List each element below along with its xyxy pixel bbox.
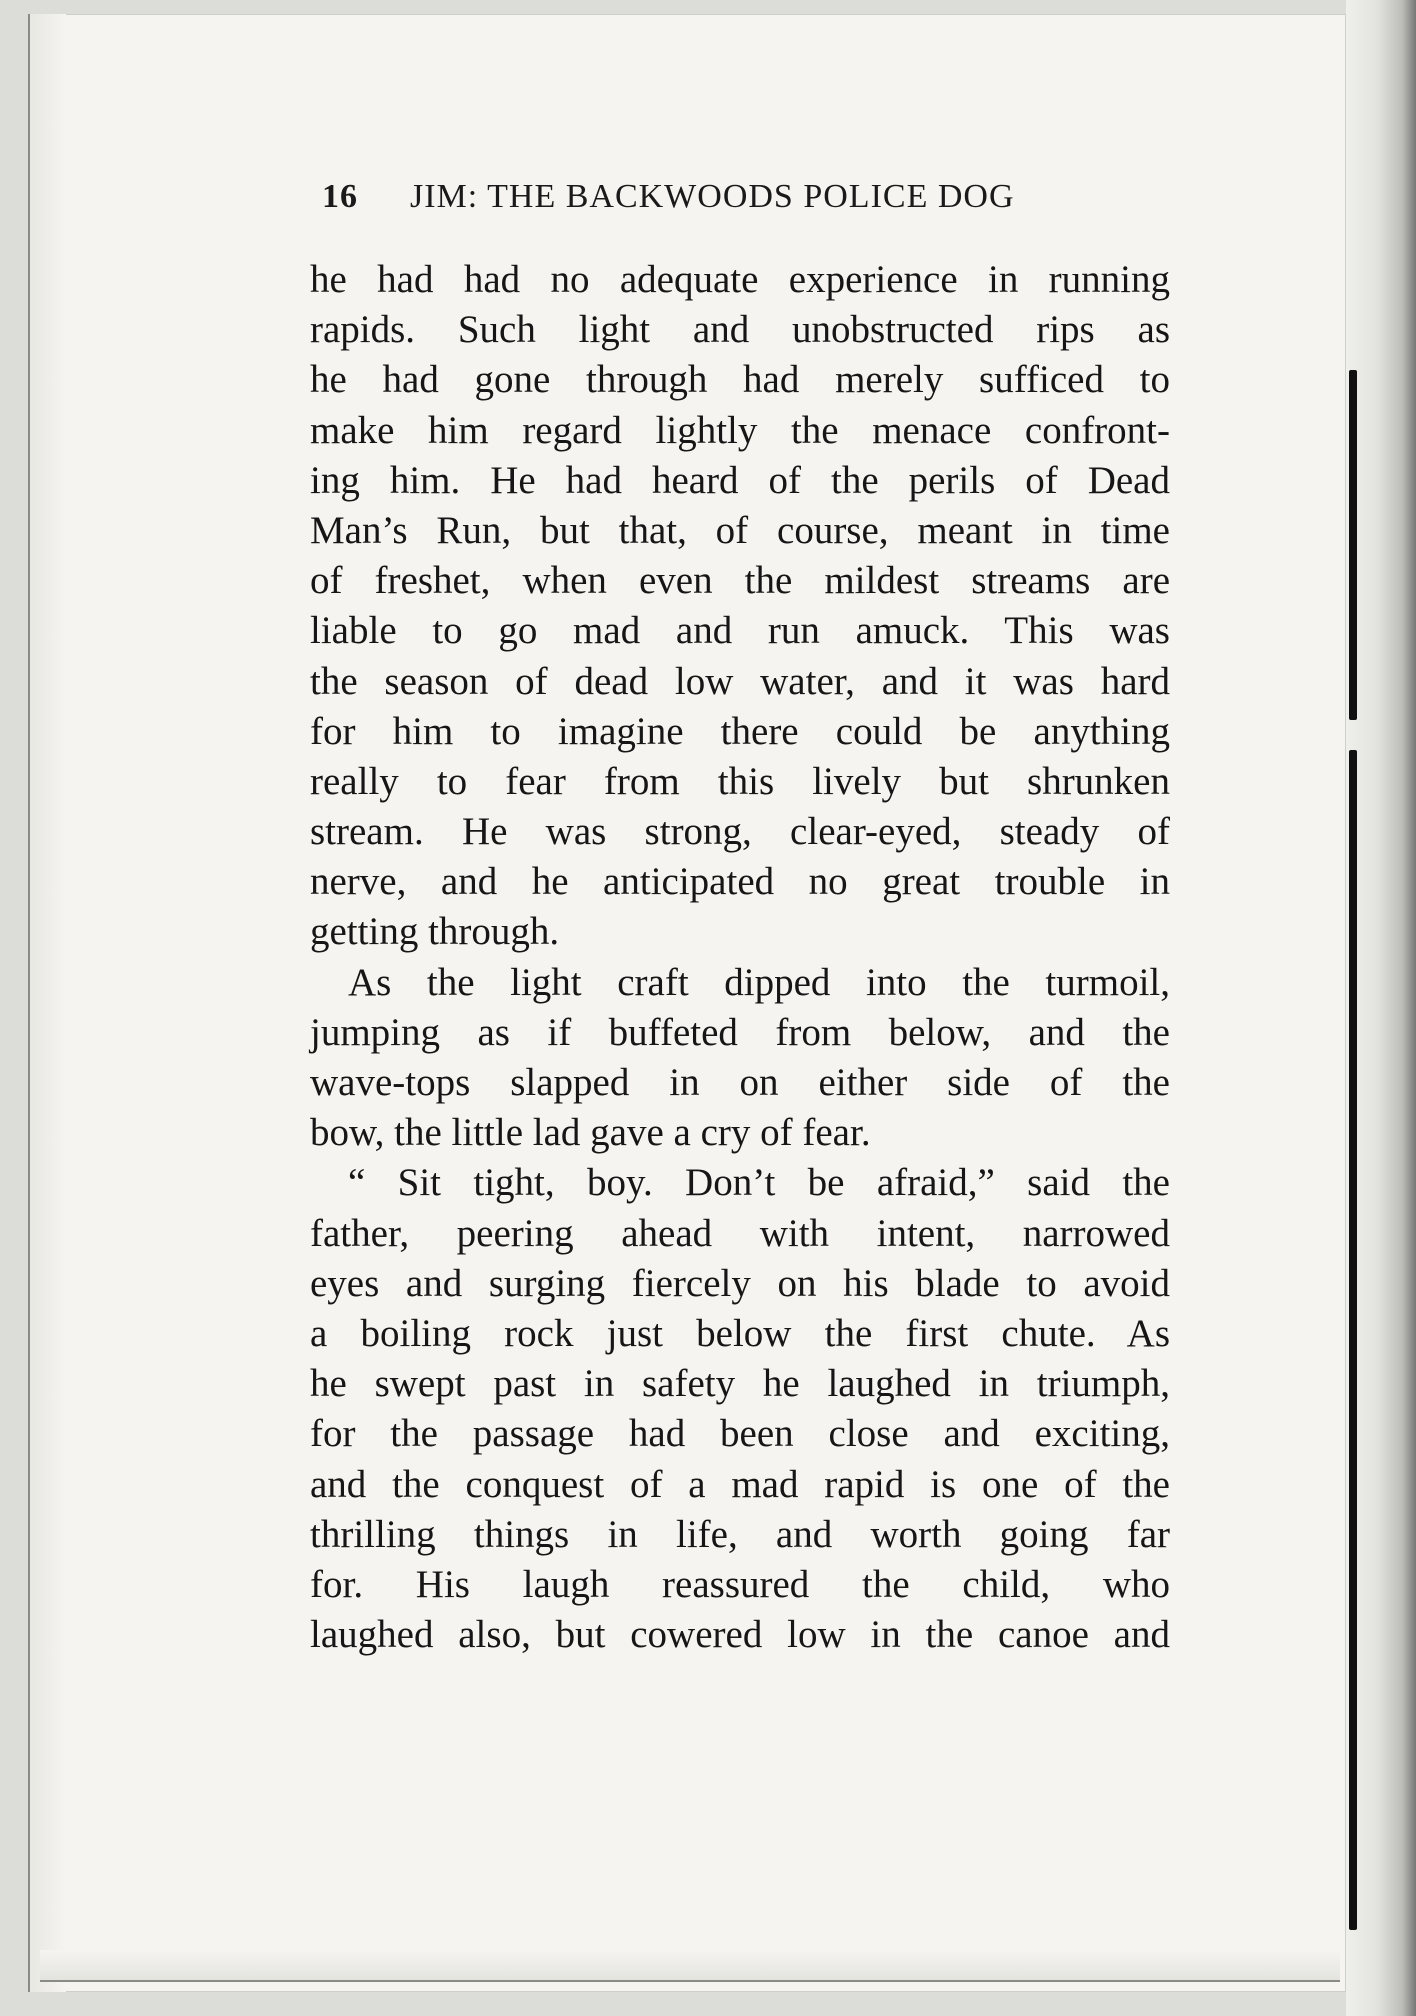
text-line: nerve, and he anticipated no great trouble in [310, 860, 1170, 904]
page-number: 16 [322, 178, 358, 215]
text-line: thrilling things in life, and worth going far [310, 1512, 1170, 1556]
text-line: a boiling rock just below the first chute. As [310, 1311, 1170, 1355]
text-line: make him regard lightly the menace confront- [310, 408, 1170, 452]
text-line: the season of dead low water, and it was hard [310, 659, 1170, 703]
text-line: he had gone through had merely sufficed to [310, 358, 1170, 402]
book-gutter [1346, 0, 1416, 2016]
text-line: for. His laugh reassured the child, who [310, 1562, 1170, 1606]
text-line: stream. He was strong, clear-eyed, steady of [310, 810, 1170, 854]
page-left-edge [28, 14, 66, 1992]
text-line: liable to go mad and run amuck. This was [310, 609, 1170, 653]
text-line: he had had no adequate experience in running [310, 258, 1170, 301]
gutter-shadow-mark [1349, 750, 1357, 1930]
text-line: eyes and surging fiercely on his blade to avoid [310, 1261, 1170, 1305]
text-line: Man’s Run, but that, of course, meant in time [310, 508, 1170, 552]
text-line: rapids. Such light and unobstructed rips as [310, 308, 1170, 352]
running-header [322, 178, 1122, 228]
text-line: he swept past in safety he laughed in triumph, [310, 1362, 1170, 1406]
text-line: As the light craft dipped into the turmoil, [348, 960, 1170, 1004]
gutter-shadow-mark [1349, 370, 1357, 720]
text-line: for the passage had been close and exciting, [310, 1412, 1170, 1456]
text-line: really to fear from this lively but shrunken [310, 759, 1170, 803]
text-line: bow, the little lad gave a cry of fear. [310, 1111, 871, 1155]
page-bottom-edge [40, 1950, 1340, 1982]
text-line: laughed also, but cowered low in the canoe and [310, 1613, 1170, 1657]
running-title: JIM: THE BACKWOODS POLICE DOG [410, 178, 1015, 215]
body-text [310, 255, 1170, 1660]
text-line: for him to imagine there could be anything [310, 709, 1170, 753]
text-line: of freshet, when even the mildest streams are [310, 559, 1170, 603]
text-line: and the conquest of a mad rapid is one of the [310, 1462, 1170, 1506]
text-line: getting through. [310, 910, 560, 954]
text-line: wave-tops slapped in on either side of the [310, 1061, 1170, 1104]
text-line: “ Sit tight, boy. Don’t be afraid,” said the [348, 1161, 1170, 1205]
text-line: father, peering ahead with intent, narrowed [310, 1211, 1170, 1255]
text-line: jumping as if buffeted from below, and the [310, 1010, 1170, 1054]
text-line: ing him. He had heard of the perils of Dead [310, 458, 1170, 502]
